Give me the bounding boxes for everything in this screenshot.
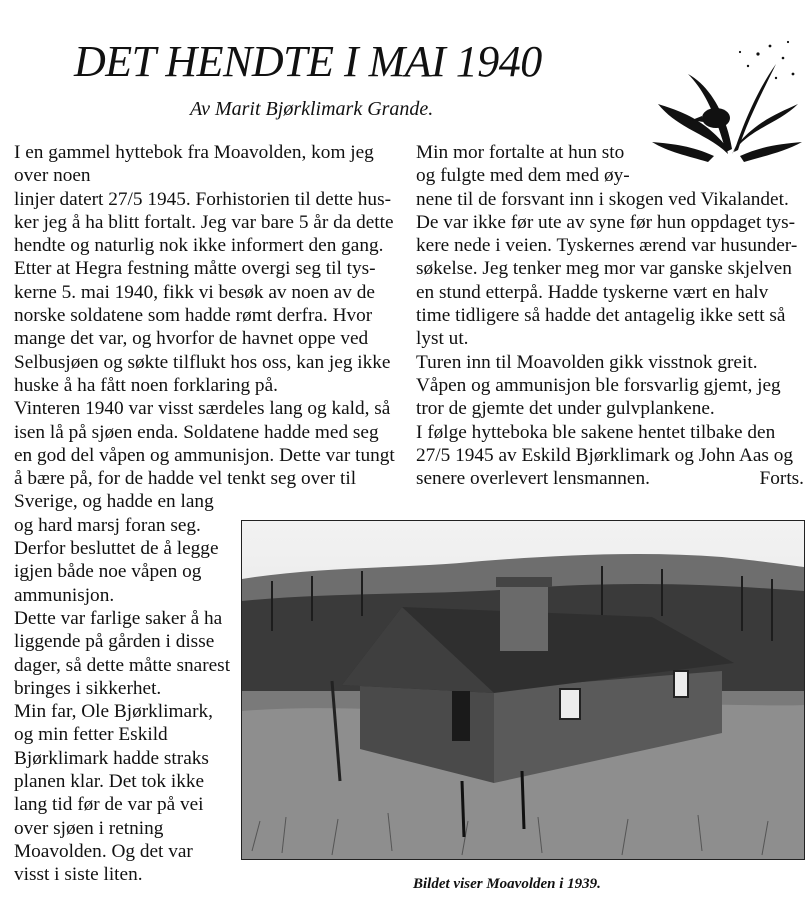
text-line: over noen — [14, 165, 91, 187]
continued-label: Forts. — [759, 468, 804, 490]
text-line: Derfor besluttet de å legge — [14, 538, 219, 560]
text-line: Moavolden. Og det var — [14, 840, 193, 862]
text-line: Min mor fortalte at hun sto — [416, 142, 625, 163]
text-line: Turen inn til Moavolden gikk visstnok greit. — [416, 351, 758, 373]
closing-line — [416, 467, 804, 490]
text-line: kerne 5. mai 1940, fikk vi besøk av noen av de — [14, 281, 375, 303]
text-line: I en gammel hyttebok fra Moavolden, kom jeg — [14, 142, 374, 163]
text-line: og hard marsj foran seg. — [14, 514, 201, 536]
text-line: visst i siste liten. — [14, 864, 143, 886]
article-byline: Av Marit Bjørklimark Grande. — [190, 98, 434, 120]
text-line: time tidligere så hadde det antagelig ikke sett så — [416, 305, 786, 327]
text-line: igjen både noe våpen og — [14, 561, 202, 583]
text-line: Bjørklimark hadde straks — [14, 747, 209, 769]
text-line: lang tid før de var på vei — [14, 794, 204, 816]
text-line: Dette var farlige saker å ha — [14, 607, 223, 629]
text-line: en stund etterpå. Hadde tyskerne vært en halv — [416, 281, 769, 303]
closing-text: senere overlevert lensmannen. — [416, 468, 650, 490]
text-line: liggende på gården i disse — [14, 631, 215, 653]
text-line: linjer datert 27/5 1945. Forhistorien til dette hus- — [14, 188, 391, 210]
photo-caption: Bildet viser Moavolden i 1939. — [413, 876, 601, 892]
text-line: ammunisjon. — [14, 584, 115, 606]
text-line: og fulgte med dem med øy- — [416, 165, 630, 187]
text-line: norske soldatene som hadde rømt derfra. Hvor — [14, 305, 373, 327]
text-line: 27/5 1945 av Eskild Bjørklimark og John Aas og — [416, 444, 794, 466]
text-line: mange det var, og hvorfor de havnet oppe ved — [14, 328, 369, 350]
text-line: Selbusjøen og søkte tilflukt hos oss, kan jeg ikke — [14, 351, 391, 373]
text-line: nene til de forsvant inn i skogen ved Vikalandet. — [416, 188, 789, 210]
text-line: å bære på, for de hadde vel tenkt seg over til — [14, 468, 357, 490]
text-line: Etter at Hegra festning måtte overgi seg til tys- — [14, 258, 376, 280]
text-line: Våpen og ammunisjon ble forsvarlig gjemt, jeg — [416, 374, 781, 396]
text-line: søkelse. Jeg tenker meg mor var ganske skjelven — [416, 258, 792, 280]
article-column-right — [416, 141, 804, 490]
cabin-photo — [241, 520, 805, 860]
text-line: over sjøen i retning — [14, 817, 164, 839]
text-line: og min fetter Eskild — [14, 724, 168, 746]
text-line: kere nede i veien. Tyskernes ærend var husunder- — [416, 235, 798, 257]
article-title: DET HENDTE I MAI 1940 — [74, 37, 542, 86]
text-line: isen lå på sjøen enda. Soldatene hadde med seg — [14, 421, 379, 443]
text-line: tror de gjemte det under gulvplankene. — [416, 398, 715, 420]
text-line: hendte og naturlig nok ikke informert den gang. — [14, 235, 384, 257]
text-line: De var ikke før ute av syne før hun oppdaget tys- — [416, 211, 796, 233]
text-line: en god del våpen og ammunisjon. Dette var tungt — [14, 444, 395, 466]
text-line: planen klar. Det tok ikke — [14, 771, 205, 793]
text-line: I følge hytteboka ble sakene hentet tilbake den — [416, 421, 776, 443]
text-line: ker jeg å ha blitt fortalt. Jeg var bare 5 år da dette — [14, 211, 394, 233]
text-line: dager, så dette måtte snarest — [14, 654, 231, 676]
text-line: bringes i sikkerhet. — [14, 677, 162, 699]
text-line: huske å ha fått noen forklaring på. — [14, 374, 278, 396]
text-line: lyst ut. — [416, 328, 469, 350]
text-line: Sverige, og hadde en lang — [14, 491, 214, 513]
text-line: Min far, Ole Bjørklimark, — [14, 701, 213, 723]
text-line: Vinteren 1940 var visst særdeles lang og kald, så — [14, 398, 391, 420]
